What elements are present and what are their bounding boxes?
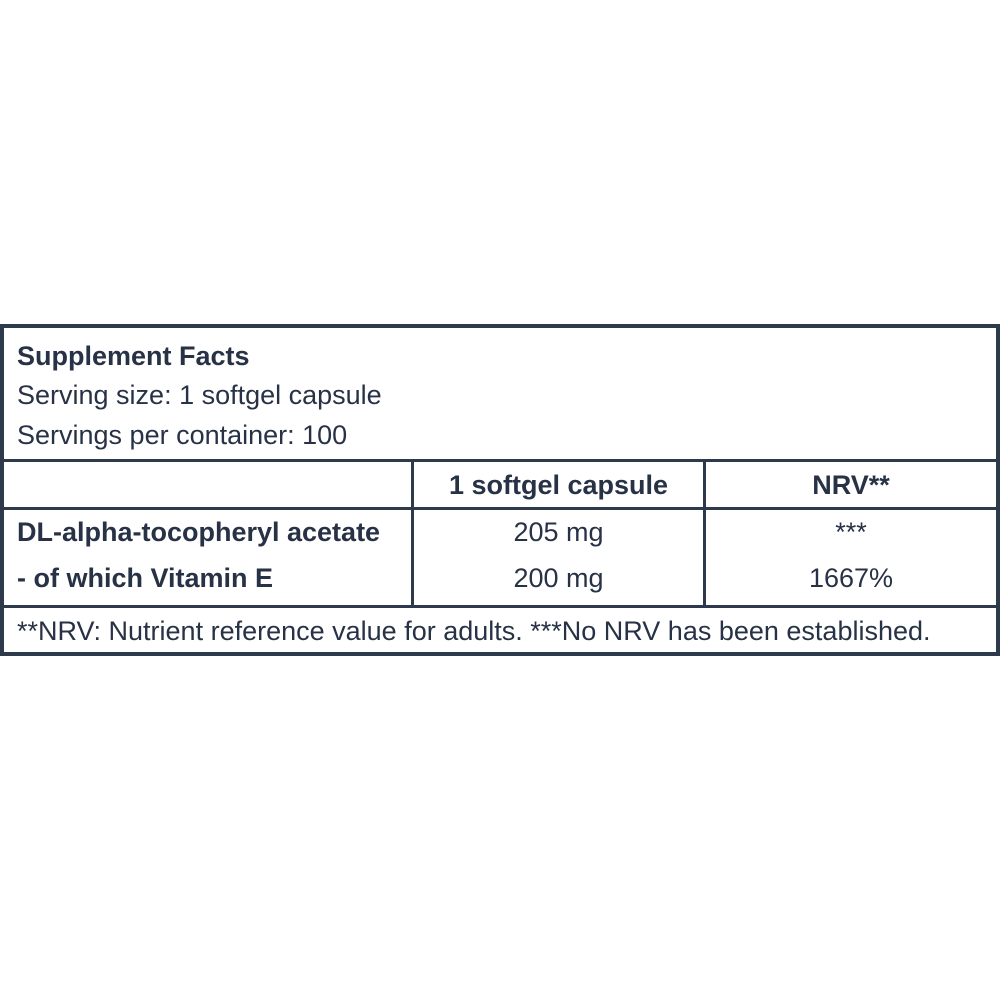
footnote: **NRV: Nutrient reference value for adults. ***No NRV has been established.: [17, 616, 931, 646]
serving-size: Serving size: 1 softgel capsule: [17, 380, 382, 410]
facts-table: [4, 462, 996, 605]
ingredient-nrv: 1667%: [808, 563, 894, 593]
ingredient-name: - of which Vitamin E: [17, 563, 274, 593]
servings-per-container: Servings per container: 100: [17, 420, 348, 450]
ingredient-amount: 200 mg: [513, 563, 604, 593]
facts-footer: [4, 605, 996, 652]
ingredient-amount: 205 mg: [513, 517, 604, 547]
supplement-facts-panel: [0, 324, 1000, 656]
ingredient-nrv: ***: [835, 517, 867, 547]
header-row-divider: [4, 507, 996, 510]
facts-title: Supplement Facts: [17, 341, 250, 371]
ingredient-name: DL-alpha-tocopheryl acetate: [17, 517, 381, 547]
nrv-column-header: NRV**: [812, 470, 890, 500]
facts-header: [4, 328, 996, 462]
amount-column-header: 1 softgel capsule: [448, 470, 669, 500]
